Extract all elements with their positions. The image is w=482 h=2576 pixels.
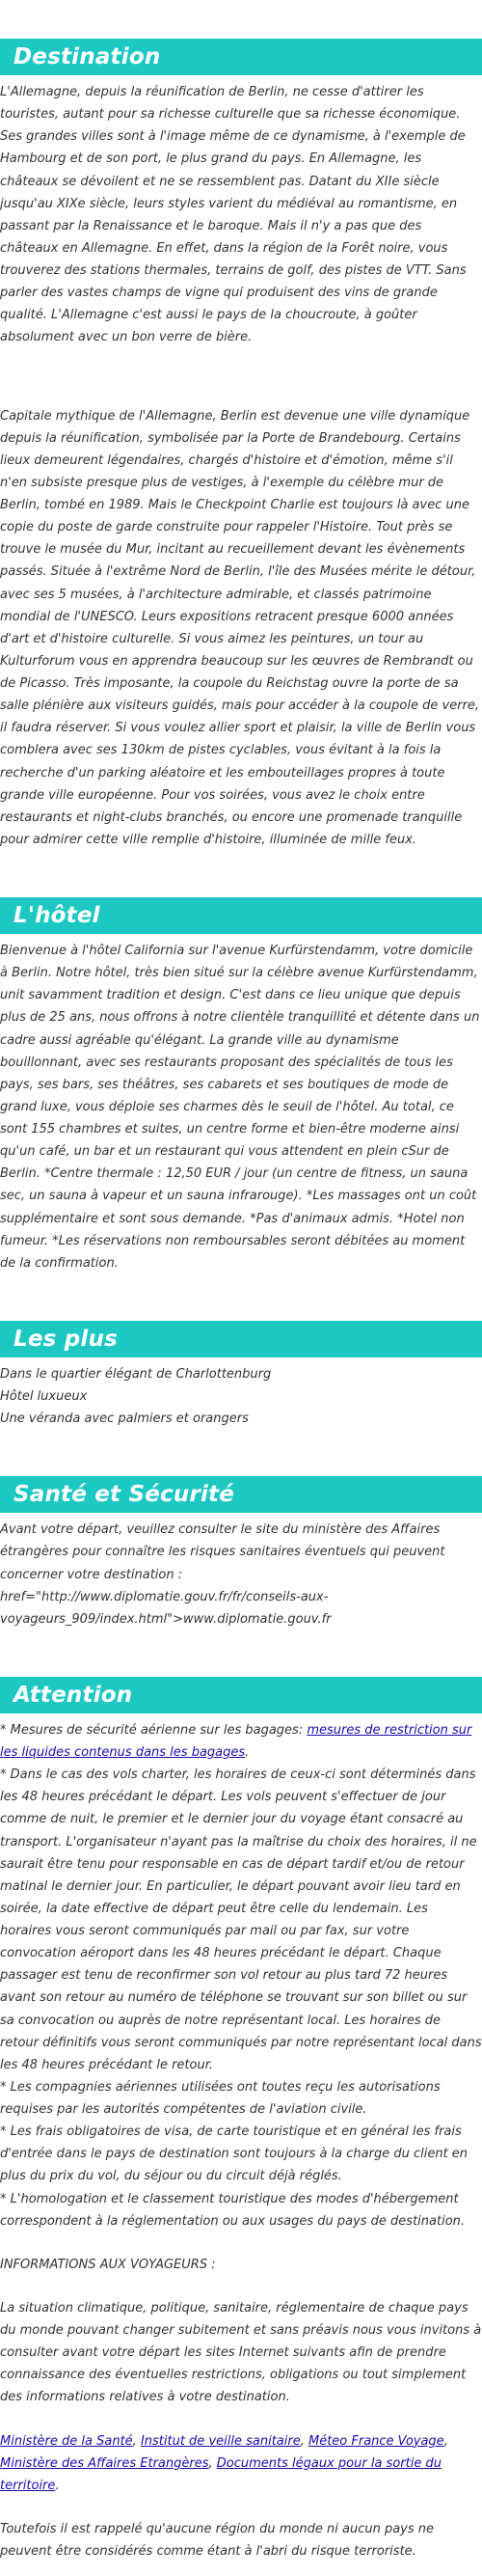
section-title-sante: Santé et Sécurité — [0, 1476, 482, 1513]
info-voyageurs-heading: INFORMATIONS AUX VOYAGEURS : — [0, 2257, 216, 2272]
plus-item: Dans le quartier élégant de Charlottenburg — [0, 1366, 272, 1382]
attention-bagages-label: * Mesures de sécurité aérienne sur les bagages: — [0, 1722, 308, 1738]
section-plus — [0, 1321, 482, 1430]
attention-bagages — [0, 1719, 482, 1764]
info-voyageurs-text: La situation climatique, politique, sanitaire, réglementaire de chaque pays du monde pouvant changer subitement et sans préavis nous vous invitons à consulter avant votre départ les sites Internet suivants afin de prendre connaissance des éventuelles restrictions, obligations ou tout simplement des informations relatives à votre destination. — [0, 2300, 482, 2405]
section-title-destination: Destination — [0, 39, 482, 75]
plus-item: Hôtel luxueux — [0, 1389, 88, 1404]
destination-berlin: Capitale mythique de l'Allemagne, Berlin est devenue une ville dynamique depuis la réunification, symbolisée par la Porte de Brandebourg. Certains lieux demeurent légendaires, chargés d'histoire et d'émotion, même s'il n'en subsiste presque plus de vestiges, à l'exemple du célèbre mur de Berlin, tombé en 1989. Mais le Checkpoint Charlie est toujours là avec une copie du poste de garde construite pour rappeler l'Histoire. Tout près se trouve le musée du Mur, incitant au recueillement devant les évènements passés. Située à l'extrême Nord de Berlin, l'île des Musées mérite le détour, avec ses 5 musées, à l'architecture admirable, et classés patrimoine mondial de l'UNESCO. Leurs expositions retracent presque 6000 années d'art et d'histoire culturelle. Si vous aimez les peintures, un tour au Kulturforum vous en apprendra beaucoup sur les œuvres de Rembrandt ou de Picasso. Très imposante, la coupole du Reichstag ouvre la porte de sa salle plénière aux visiteurs guidés, mais pour accéder à la coupole de verre, il faudra réserver. Si vous voulez allier sport et plaisir, la ville de Berlin vous comblera avec ses 130km de pistes cyclables, vous évitant à la fois la recherche d'un parking aléatoire et les embouteillages propres à toute grande ville européenne. Pour vos soirées, vous avez le choix entre restaurants et night-clubs branchés, ou encore une promenade tranquille pour admirer cette ville remplie d'histoire, illuminée de mille feux. — [0, 408, 480, 847]
sante-text: Avant votre départ, veuillez consulter le site du ministère des Affaires étrangères pour connaître les risques sanitaires éventuels qui peuvent concerner votre destination : href="http://www.diplomatie.gouv.fr/fr/conseils-aux-voyageurs_909/index.html">www.diplomatie.gouv.fr — [0, 1522, 445, 1627]
attention-compagnies: * Les compagnies aériennes utilisées ont toutes reçu les autorisations requises par les autorités compétentes de l'aviation civile. — [0, 2079, 441, 2117]
attention-homologation: * L'homologation et le classement touristique des modes d'hébergement correspondent à la réglementation ou aux usages du pays de destination. — [0, 2191, 466, 2229]
destination-intro: L'Allemagne, depuis la réunification de Berlin, ne cesse d'attirer les touristes, autant pour sa richesse culturelle que sa richesse économique. Ses grandes villes sont à l'image même de ce dynamisme, à l'exemple de Hambourg et de son port, le plus grand du pays. En Allemagne, les châteaux se dévoilent et ne se ressemblent pas. Datant du XIIe siècle jusqu'au XIXe siècle, leurs styles varient du médiéval au romantisme, en passant par la Renaissance et le baroque. Mais il n'y a pas que des châteaux en Allemagne. En effet, dans la région de la Forêt noire, vous trouverez des stations thermales, terrains de golf, des pistes de VTT. Sans parler des vastes champs de vigne qui produisent des vins de grande qualité. L'Allemagne c'est aussi le pays de la choucroute, à goûter absolument avec un bon verre de bière. — [0, 85, 467, 345]
liquides-restriction-link[interactable]: mesures de restriction sur les liquides contenus dans les bagages — [0, 1722, 472, 1760]
section-attention — [0, 1677, 482, 2562]
info-links: Ministère de la Santé, Institut de veille sanitaire, Méteo France Voyage, Ministère des Affaires Etrangères, Documents légaux pour la sortie du territoire. — [0, 2433, 448, 2493]
section-title-plus: Les plus — [0, 1321, 482, 1357]
section-sante — [0, 1476, 482, 1631]
link-affaires-etrangeres[interactable]: Ministère des Affaires Etrangères — [0, 2455, 209, 2471]
section-title-attention: Attention — [0, 1677, 482, 1713]
hotel-description: Bienvenue à l'hôtel California sur l'avenue Kurfürstendamm, votre domicile à Berlin. Notre hôtel, très bien situé sur la célèbre avenue Kurfürstendamm, unit savamment tradition et design. C'est dans ce lieu unique que depuis plus de 25 ans, nous offrons à notre clientèle tranquillité et détente dans un cadre aussi agréable qu'élégant. La grande ville au dynamisme bouillonnant, avec ses restaurants proposant des spécialités de tous les pays, ses bars, ses théâtres, ses cabarets et ses boutiques de mode de grand luxe, vous déploie ses charmes dès le seuil de l'hôtel. Au total, ce sont 155 chambres et suites, un centre forme et bien-être moderne ainsi qu'un café, un bar et un restaurant qui vous attendent en plein cSur de Berlin. *Centre thermale : 12,50 EUR / jour (un centre de fitness, un sauna sec, un sauna à vapeur et un sauna infrarouge). *Les massages ont un coût supplémentaire et sont sous demande. *Pas d'animaux admis. *Hotel non fumeur. *Les réservations non remboursables seront débitées au moment de la confirmation. — [0, 944, 480, 1271]
section-hotel — [0, 897, 482, 1274]
plus-item: Une véranda avec palmiers et orangers — [0, 1411, 249, 1427]
link-veille-sanitaire[interactable]: Institut de veille sanitaire — [140, 2433, 301, 2449]
terrorism-notice: Toutefois il est rappelé qu'aucune région du monde ni aucun pays ne peuvent être considérés comme étant à l'abri du risque terroriste. — [0, 2521, 435, 2559]
attention-bagages-suffix: . — [245, 1745, 250, 1760]
link-documents-legaux[interactable]: Documents légaux pour la sortie du territoire — [0, 2455, 442, 2493]
section-destination — [0, 39, 482, 851]
link-meteo-france[interactable]: Méteo France Voyage — [308, 2433, 444, 2449]
link-ministere-sante[interactable]: Ministère de la Santé — [0, 2433, 133, 2449]
attention-frais: * Les frais obligatoires de visa, de carte touristique et en général les frais d'entrée dans le pays de destination sont toujours à la charge du client en plus du prix du vol, du séjour ou du circuit déjà réglés. — [0, 2124, 469, 2184]
attention-vols-charter: * Dans le cas des vols charter, les horaires de ceux-ci sont déterminés dans les 48 heures précédant le départ. Les vols peuvent s'effectuer de jour comme de nuit, le premier et le dernier jour du voyage étant consacré au transport. L'organisateur n'ayant pas la maîtrise du choix des horaires, il ne saurait être tenu pour responsable en cas de départ tardif et/ou de retour matinal le dernier jour. En particulier, le départ pouvant avoir lieu tard en soirée, la date effective de départ peut être celle du lendemain. Les horaires vous seront communiqués par mail ou par fax, sur votre convocation aéroport dans les 48 heures précédant le départ. Chaque passager est tenu de reconfirmer son vol retour au plus tard 72 heures avant son retour au numéro de téléphone se trouvant sur son billet ou sur sa convocation ou auprès de notre représentant local. Les horaires de retour définitifs vous seront communiqués par notre représentant local dans les 48 heures précédant le retour. — [0, 1768, 482, 2072]
section-title-hotel: L'hôtel — [0, 897, 482, 934]
